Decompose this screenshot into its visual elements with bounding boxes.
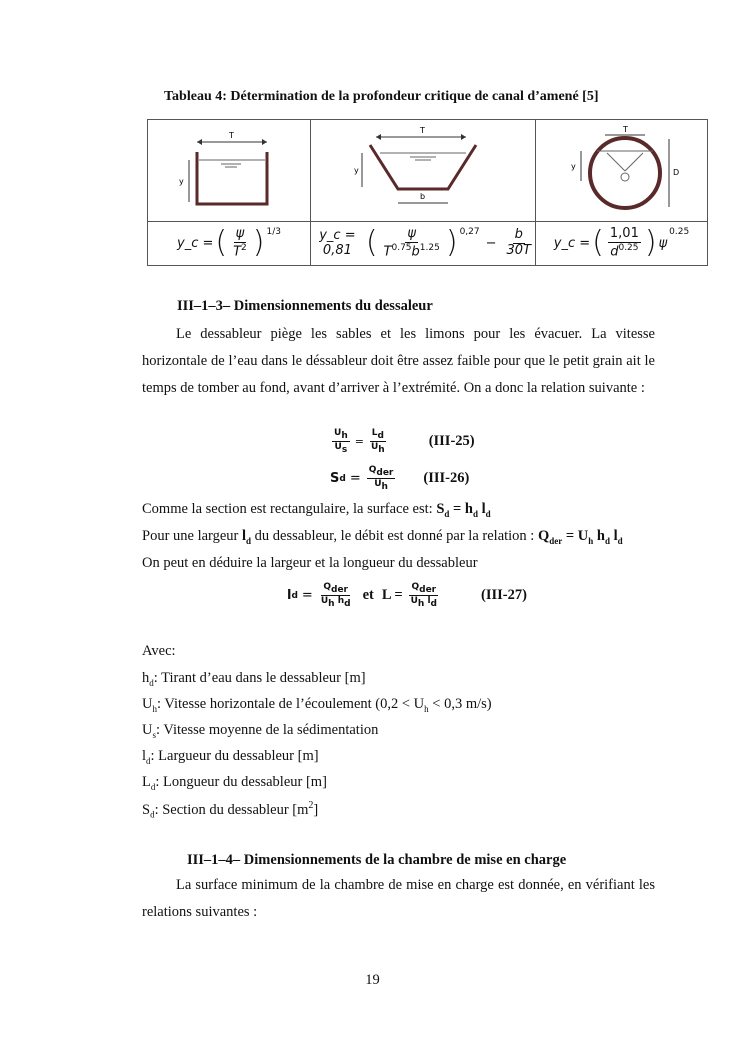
table-caption: Tableau 4: Détermination de la profondeur critique de canal d’amené [5] [164,89,599,104]
Uh-26: U [374,479,382,490]
exp-0-27: 0,27 [459,226,480,237]
der2: der [419,584,437,595]
yc-lhs: y_c = [177,235,214,251]
h-sub-26: h [381,481,388,492]
d: d [444,508,450,519]
l: l [242,528,247,544]
T-exp: 2 [241,242,247,253]
text: : Vitesse horizontale de l’écoulement (0,2 < U [156,696,425,712]
Uh-den: U [370,442,379,453]
formula-circular: y_c = ( $\frac{1,01}{d^{0.25}}$ ) ψ $^{0.25}$ [536,222,708,266]
sym: S [142,801,151,818]
sym: U [142,722,153,738]
et: et [362,587,374,604]
avec-title: Avec: [142,643,176,659]
sub: d [150,809,155,820]
trapezoidal-channel-diagram [348,123,498,213]
equation-III-27 [287,582,527,609]
sym: L [142,774,151,790]
h-sub: h [341,430,348,441]
d2: d [430,598,437,609]
text: : Vitesse moyenne de la sédimentation [156,722,379,738]
text: : Section du dessableur [m [154,801,309,818]
formula-rectangular: y_c = ( $\frac{\psi}{T^2}$ ) $^{1/3}$ [148,222,311,266]
L-eq: L = [381,587,403,604]
sup: 2 [308,800,314,811]
section-heading-chambre: III–1–4– Dimensionnements de la chambre de mise en charge [187,852,567,868]
avec-item-Ld [142,774,327,792]
Ld-num: L [371,428,378,438]
paragraph-dessableur: Le dessableur piège les sables et les limons pour les évacuer. La vitesse horizontale de l’eau dans le déssableur doit être assez faible pour que le petit grain ait le temps de tomber au fond, avant d’arriver à l’extrémité. On a donc la relation suivante : [142,326,655,396]
l2: l [609,528,618,544]
equation-III-26 [330,465,469,492]
text: : Longueur du dessableur [m] [155,774,327,790]
line-section-surface [142,501,491,519]
sub: d [146,755,151,766]
b-num: b [514,227,523,243]
sym: l [142,748,147,764]
label-D: D [672,168,679,177]
rectangular-channel-diagram [169,124,289,212]
psi-trap: ψ [407,225,416,241]
psi-circ: ψ [658,235,668,251]
Us-den: U [334,442,342,453]
sub: d [149,677,154,688]
label-T2: T [420,126,425,135]
text2: ] [313,801,319,818]
Uh2: U [410,596,418,607]
minus: − [485,235,497,251]
section-heading-dessaleur: III–1–3– Dimensionnements du dessaleur [177,298,433,314]
label-b: b [420,192,426,201]
psi: ψ [235,225,245,241]
sym: h [142,670,150,686]
d-sub: d [377,430,384,441]
h-sub2: h [378,444,385,455]
d3: d [617,535,623,546]
l: l [478,501,486,517]
yc-lhs-circ: y_c = [553,235,591,251]
paragraph-chambre: La surface minimum de la chambre de mise en charge est donnée, en vérifiant les relations suivantes : [142,877,655,920]
Qder: Q [323,582,332,592]
pre: Pour une largeur [142,528,242,544]
equation-III-25 [330,428,475,455]
label-III-26: (III-26) [423,470,470,487]
Uh-num: U [334,428,342,438]
hd: h [334,596,345,607]
avec-item-Us [142,722,378,740]
d-circ: d [610,244,619,260]
h2: h [417,598,425,609]
yc-lhs-trap: y_c = 0,81 [319,228,356,259]
rectangular-section-figure [148,120,311,222]
avec-item-ld [142,748,319,766]
circular-section-figure [536,120,708,222]
sub: s [152,729,156,740]
Sd: S [330,471,340,487]
label-y3: y [570,162,576,171]
coef-1-01: 1,01 [609,225,639,241]
circular-channel-diagram [557,123,687,213]
eq-sign: = [301,588,313,604]
text: : Tirant d’eau dans le dessableur [m] [153,670,366,686]
text: Comme la section est rectangulaire, la surface est: [142,501,437,517]
ld2: l [424,596,431,607]
d2: d [473,508,479,519]
Qder2: Q [411,582,420,592]
text2: < 0,3 m/s) [428,696,492,712]
avec-item-Uh [142,696,492,714]
30T-den: 30T [506,242,531,258]
d-exp: 0.25 [618,242,639,253]
trapezoidal-section-figure [311,120,536,222]
text: : Largueur du dessableur [m] [150,748,319,764]
ld: l [287,588,292,604]
eq: = [449,501,465,517]
der: der [331,584,349,595]
der-sub: der [376,467,394,478]
T-trap: T [383,244,392,260]
label-III-27: (III-27) [481,587,527,604]
sym: U [142,696,153,712]
avec-item-hd [142,670,366,688]
d2: d [604,535,610,546]
b-exp-trap: 1.25 [419,242,440,253]
b-trap: b [411,244,420,260]
line-deduction: On peut en déduire la largeur et la longueur du dessableur [142,555,478,571]
sub2: h [424,703,429,714]
Qder: Q [368,465,377,475]
psi-exp: 0.25 [669,226,690,237]
d-sub: d [291,590,298,601]
der: der [549,535,563,546]
page-number: 19 [365,972,380,988]
critical-depth-table [147,119,708,266]
mid: du dessableur, le débit est donné par la relation : [251,528,538,544]
d: d [344,598,351,609]
label-III-25: (III-25) [428,433,475,450]
label-y: y [179,177,184,186]
avec-item-Sd [142,800,318,820]
exp-1-3: 1/3 [266,226,281,237]
eq-sign-26: = [349,471,361,487]
sub: h [152,703,157,714]
h: h [464,501,473,517]
h2: h [593,528,605,544]
d-sub-S: d [339,473,346,484]
s-sub: s [341,444,348,455]
eq-sign: = [354,435,364,449]
d3: d [485,508,491,519]
T: T [233,244,242,260]
S: S [436,501,445,517]
T-exp-trap: 0.75 [391,242,412,253]
eq-U: = U [562,528,589,544]
Uh: U [320,596,329,607]
d: d [246,535,252,546]
sub: d [150,781,156,792]
label-T3: T [622,125,628,134]
h: h [328,598,335,609]
label-T: T [229,131,234,140]
label-y2: y [354,166,359,175]
formula-trapezoidal: y_c = 0,81 ( $\frac{\psi}{T^{0.75}b^{1.25}}$ ) $^{0,27}$ − $\frac{b}{30T}$ [311,222,536,266]
h: h [588,535,594,546]
Q: Q [537,528,550,544]
line-debit [142,528,623,546]
